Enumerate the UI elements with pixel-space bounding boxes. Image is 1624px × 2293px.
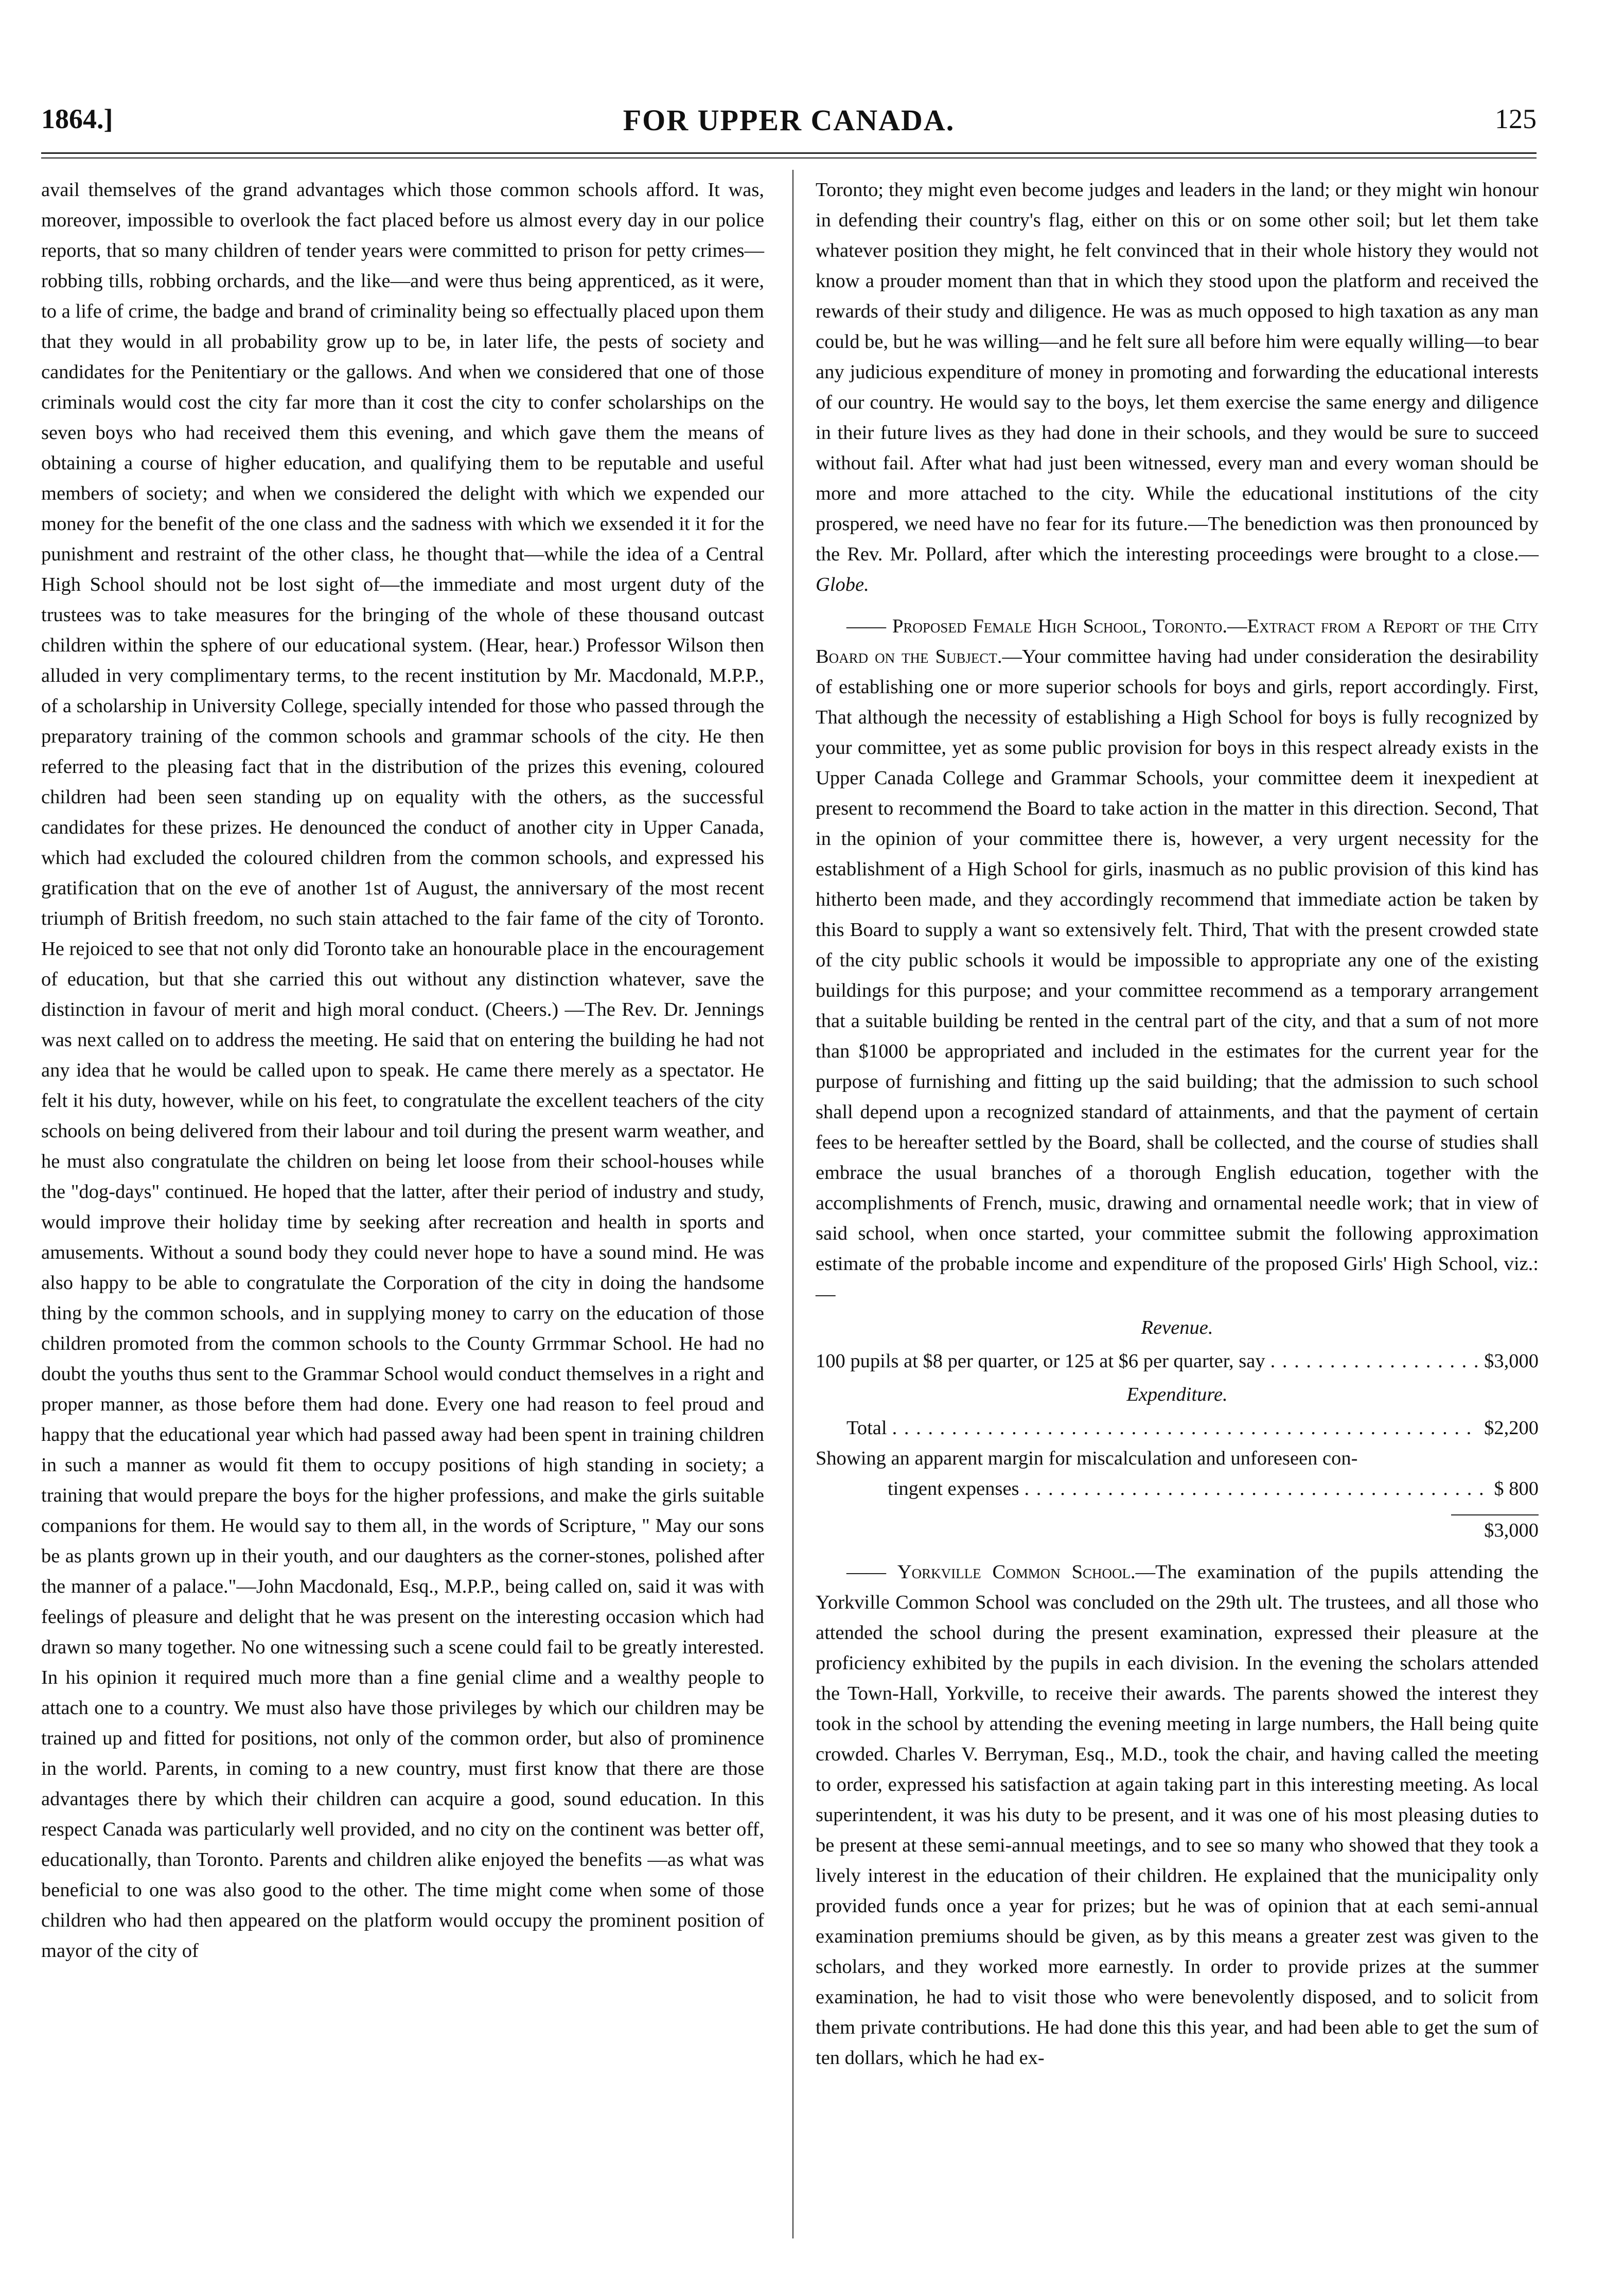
article-body: —The examination of the pupils attending the Yorkville Common School was concluded on the 29th ult. The trustees, and all those who attended the school during the present examination, expressed their pleasure at the proficiency exhibited by the pupils in each division. In the evening the scholars attended the Town-Hall, Yorkville, to receive their awards. The parents showed the interest they took in the school by attending the evening meeting in large numbers, the Hall being quite crowded. Charles V. Berryman, Esq., M.D., took the chair, and having called the meeting to order, expressed his satisfaction at again taking part in this interesting meeting. As local superintendent, it was his duty to be present, and it was one of his most pleasing duties to be present at these semi-annual meetings, and to see so many who showed that they took a lively interest in the education of their children. He explained that the municipality only provided funds once a year for prizes; but he was of opinion that at each semi-annual examination premiums should be given, as by this means a greater zest was given to the scholars, and they worked more earnestly. In order to provide prizes at the summer examination, he had to visit those who were benevolently disposed, and to solicit from them private contributions. He had done this this year, and had been able to get the sum of ten dollars, which he had ex-: [816, 1561, 1539, 2069]
page-header: [41, 103, 1537, 149]
continuation-source: Globe.: [816, 574, 869, 595]
article-heading: Yorkville Common School.: [897, 1561, 1136, 1583]
column-divider: [792, 170, 793, 2238]
article-dash: ——: [846, 615, 886, 637]
total-label: Total: [846, 1417, 887, 1439]
article-heading: Proposed Female High School, Toronto.—Extract from a Report of the City Board on the Subject.: [816, 615, 1539, 667]
revenue-row: [816, 1346, 1539, 1377]
running-title: FOR UPPER CANADA.: [623, 103, 955, 137]
margin-row: [816, 1474, 1539, 1504]
leader-dots: [892, 1413, 1479, 1443]
total-amount: $2,200: [1484, 1417, 1539, 1439]
article-yorkville: [816, 1557, 1539, 2073]
page-year: 1864.]: [41, 103, 113, 134]
left-column-text: avail themselves of the grand advantages which those common schools afford. It was, moreover, impossible to overlook the fact placed before us almost every day in our police reports, that so many children of tender years were committed to prison for petty crimes—robbing tills, robbing orchards, and the like—and were thus being apprenticed, as it were, to a life of crime, the badge and brand of criminality being so effectually placed upon them that they would in all probability grow up to be, in later life, the pests of society and candidates for the Penitentiary or the gallows. And when we considered that one of those criminals would cost the city far more than it cost the city to confer scholarships on the seven boys who had received them this evening, and which gave them the means of obtaining a course of higher education, and qualifying them to be reputable and useful members of society; and when we considered the delight with which we expended our money for the benefit of the one class and the sadness with which we exsended it it for the punishment and restraint of the other class, he thought that—while the idea of a Central High School should not be lost sight of—the immediate and most urgent duty of the trustees was to take measures for the bringing of the whole of these thousand outcast children within the sphere of our educational system. (Hear, hear.) Professor Wilson then alluded in very complimentary terms, to the recent institution by Mr. Macdonald, M.P.P., of a scholarship in University College, specially intended for those who passed through the preparatory training of the common schools and grammar schools of the city. He then referred to the pleasing fact that in the distribution of the prizes this evening, coloured children had been seen standing up on equality with the others, as the successful candidates for these prizes. He denounced the conduct of another city in Upper Canada, which had excluded the coloured children from the common schools, and expressed his gratification that on the eve of another 1st of August, the anniversary of the most recent triumph of British freedom, no such stain attached to the fair fame of the city of Toronto. He rejoiced to see that not only did Toronto take an honourable place in the encouragement of education, but that she carried this out without any distinction whatever, save the distinction in favour of merit and high moral conduct. (Cheers.) —The Rev. Dr. Jennings was next called on to address the meeting. He said that on entering the building he had not any idea that he would be called upon to speak. He came there merely as a spectator. He felt it his duty, however, while on his feet, to congratulate the excellent teachers of the city schools on being delivered from their labour and toil during the present warm weather, and he must also congratulate the children on being let loose from their school-houses while the "dog-days" continued. He hoped that the latter, after their period of industry and study, would improve their holiday time by seeking after recreation and health in sports and amusements. Without a sound body they could never hope to have a sound mind. He was also happy to be able to congratulate the Corporation of the city in doing the handsome thing by the common schools, and in supplying money to carry on the education of those children promoted from the common schools to the County Grrmmar School. He had no doubt the youths thus sent to the Grammar School would conduct themselves in a right and proper manner, as those before them had done. Every one had reason to feel proud and happy that the educational year which had passed away had been spent in training children in such a manner as would fit them to occupy positions of high standing in society; a training that would prepare the boys for the higher professions, and make the girls suitable companions for them. He would say to them all, in the words of Scripture, " May our sons be as plants grown up in their youth, and our daughters as the corner-stones, polished after the manner of a palace."—John Macdonald, Esq., M.P.P., being called on, said it was with feelings of pleasure and delight that he was present on the interesting occasion which had drawn so many together. No one witnessing such a scene could fail to be greatly interested. In his opinion it required much more than a fine genial clime and a wealthy people to attach one to a country. We must also have those privileges by which our children may be trained up and fitted for positions, not only of the common order, but also of prominence in the world. Parents, in coming to a new country, must first know that there are those advantages there by which their children can acquire a good, sound education. In this respect Canada was particularly well provided, and no city on the continent was better off, educationally, than Toronto. Parents and children alike enjoyed the benefits —as what was beneficial to one was also good to the other. The time might come when some of those children who had then appeared on the platform would occupy the prominent position of mayor of the city of: [41, 179, 764, 1962]
margin-label-line-1: Showing an apparent margin for miscalculation and unforeseen con-: [816, 1448, 1358, 1469]
article-dash: ——: [846, 1561, 886, 1583]
header-rule-thick: [41, 152, 1537, 154]
continuation-text: [816, 175, 1539, 600]
revenue-label: 100 pupils at $8 per quarter, or 125 at $6 per quarter, say: [816, 1350, 1265, 1372]
margin-amount: $ 800: [1494, 1478, 1539, 1500]
leader-dots: [1025, 1474, 1489, 1504]
article-body: —Your committee having had under consideration the desirability of establishing one or more superior schools for boys and girls, report accordingly. First, That although the necessity of establishing a High School for boys is fully recognized by your committee, yet as some public provision for boys in this respect already exists in the Upper Canada College and Grammar Schools, your committee deem it inexpedient at present to recommend the Board to take action in the matter in this direction. Second, That in the opinion of your committee there is, however, a very urgent necessity for the establishment of a High School for girls, inasmuch as no public provision of this kind has hitherto been made, and they accordingly recommend that immediate action be taken by this Board to supply a want so extensively felt. Third, That with the present crowded state of the city public schools it would be impossible to appropriate any one of the existing buildings for this purpose; and your committee recommend as a temporary arrangement that a suitable building be rented in the central part of the city, and that a sum of not more than $1000 be appropriated and included in the estimates for the current year for the purpose of furnishing and fitting up the said building; that the admission to such school shall depend upon a recognized standard of attainments, and that the payment of certain fees to be hereafter settled by the Board, shall be collected, and the course of studies shall embrace the usual branches of a thorough English education, together with the accomplishments of French, music, drawing and ornamental needle work; that in view of said school, when once started, your committee submit the following approximation estimate of the probable income and expenditure of the proposed Girls' High School, viz.:—: [816, 646, 1539, 1305]
leader-dots: [1270, 1346, 1479, 1377]
grand-total: $3,000: [1451, 1514, 1539, 1546]
left-column: [41, 175, 764, 1966]
margin-label: tingent expenses: [888, 1478, 1019, 1500]
revenue-amount: $3,000: [1484, 1350, 1539, 1372]
right-column: [816, 175, 1539, 2073]
header-rule-thin: [41, 157, 1537, 158]
page-number: 125: [1495, 103, 1537, 134]
article-female-high-school: [816, 611, 1539, 1310]
total-row: [816, 1413, 1539, 1443]
continuation-body: Toronto; they might even become judges and leaders in the land; or they might win honour in defending their country's flag, either on this or on some other soil; but let them take whatever position they might, he felt convinced that in their whole history they would not know a prouder moment than that in which they stood upon the platform and received the rewards of their study and diligence. He was as much opposed to high taxation as any man could be, but he was willing—and he felt sure all before him were equally willing—to bear any judicious expenditure of money in promoting and forwarding the educational interests of our country. He would say to the boys, let them exercise the same energy and diligence in their future lives as they had done in their schools, and they would be sure to succeed without fail. After what had just been witnessed, every man and every woman should be more and more attached to the city. While the educational institutions of the city prospered, we need have no fear for its future.—The benediction was then pronounced by the Rev. Mr. Pollard, after which the interesting proceedings were brought to a close.—: [816, 179, 1539, 565]
revenue-caption: Revenue.: [1141, 1317, 1213, 1338]
expenditure-caption: Expenditure.: [1126, 1384, 1228, 1405]
